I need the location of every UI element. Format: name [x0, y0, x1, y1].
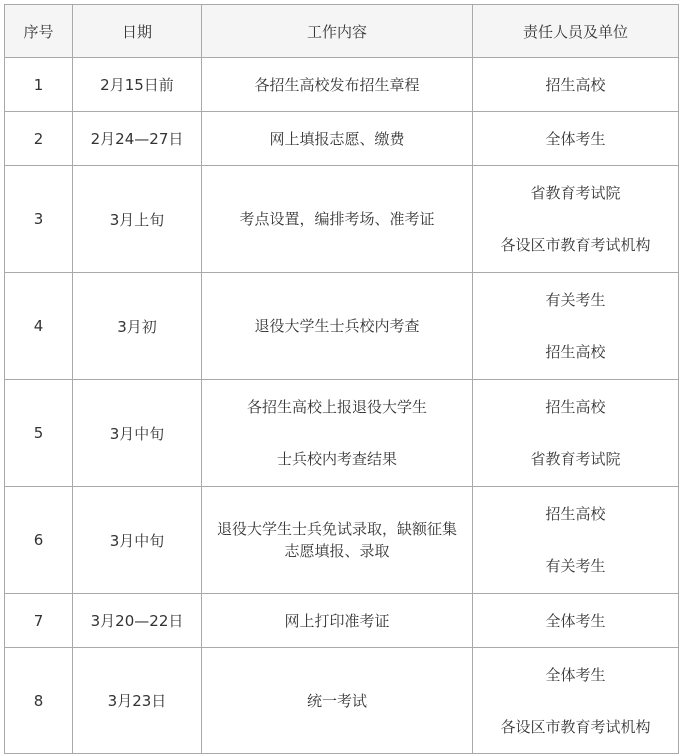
content-line: 统一考试 [306, 691, 367, 710]
responsible-line: 全体考生 [545, 129, 606, 148]
row-content [202, 487, 473, 594]
row-date: 3月上旬 [73, 166, 202, 273]
table-row [5, 273, 679, 380]
row-content [202, 594, 473, 648]
content-line: 士兵校内考查结果 [276, 450, 397, 468]
responsible-line: 省教育考试院 [530, 450, 621, 468]
row-content [202, 648, 473, 754]
table-row [5, 112, 679, 166]
row-content [202, 166, 473, 273]
responsible-line: 招生高校 [545, 398, 606, 416]
responsible-line: 有关考生 [545, 557, 606, 575]
content-line: 网上打印准考证 [284, 611, 390, 630]
table-row [5, 648, 679, 754]
row-content [202, 112, 473, 166]
row-responsible [473, 380, 679, 487]
row-responsible [473, 112, 679, 166]
table-row [5, 487, 679, 594]
table-row [5, 380, 679, 487]
content-line: 各招生高校发布招生章程 [254, 75, 420, 94]
responsible-line: 省教育考试院 [530, 184, 621, 202]
row-no: 7 [5, 594, 73, 648]
row-date: 2月15日前 [73, 58, 202, 112]
header-row [5, 5, 679, 58]
row-date: 2月24—27日 [73, 112, 202, 166]
row-responsible [473, 166, 679, 273]
header-responsible: 责任人员及单位 [473, 5, 679, 58]
row-no: 4 [5, 273, 73, 380]
responsible-line: 招生高校 [545, 343, 606, 361]
row-no: 1 [5, 58, 73, 112]
responsible-line: 招生高校 [545, 505, 606, 523]
row-no: 8 [5, 648, 73, 754]
responsible-line: 有关考生 [545, 291, 606, 309]
row-responsible [473, 594, 679, 648]
content-line: 志愿填报、录取 [284, 542, 390, 560]
schedule-table [4, 4, 679, 754]
row-no: 5 [5, 380, 73, 487]
row-date: 3月20—22日 [73, 594, 202, 648]
row-date: 3月23日 [73, 648, 202, 754]
header-date: 日期 [73, 5, 202, 58]
row-date: 3月中旬 [73, 380, 202, 487]
row-no: 3 [5, 166, 73, 273]
responsible-line: 招生高校 [545, 75, 606, 94]
responsible-line: 各设区市教育考试机构 [500, 236, 651, 254]
table-row [5, 594, 679, 648]
row-content [202, 273, 473, 380]
content-line: 退役大学生士兵校内考查 [254, 317, 420, 335]
content-line: 退役大学生士兵免试录取，缺额征集 [216, 520, 457, 538]
row-no: 2 [5, 112, 73, 166]
responsible-line: 全体考生 [545, 665, 606, 684]
row-content [202, 380, 473, 487]
content-line: 考点设置，编排考场、准考证 [239, 210, 435, 228]
table-row [5, 166, 679, 273]
row-responsible [473, 273, 679, 380]
header-no: 序号 [5, 5, 73, 58]
table-row [5, 58, 679, 112]
header-content: 工作内容 [202, 5, 473, 58]
row-content [202, 58, 473, 112]
row-responsible [473, 58, 679, 112]
responsible-line: 全体考生 [545, 611, 606, 630]
row-date: 3月初 [73, 273, 202, 380]
responsible-line: 各设区市教育考试机构 [500, 717, 651, 736]
content-line: 网上填报志愿、缴费 [269, 129, 405, 148]
content-line: 各招生高校上报退役大学生 [246, 398, 427, 416]
row-responsible [473, 487, 679, 594]
row-date: 3月中旬 [73, 487, 202, 594]
row-no: 6 [5, 487, 73, 594]
row-responsible [473, 648, 679, 754]
